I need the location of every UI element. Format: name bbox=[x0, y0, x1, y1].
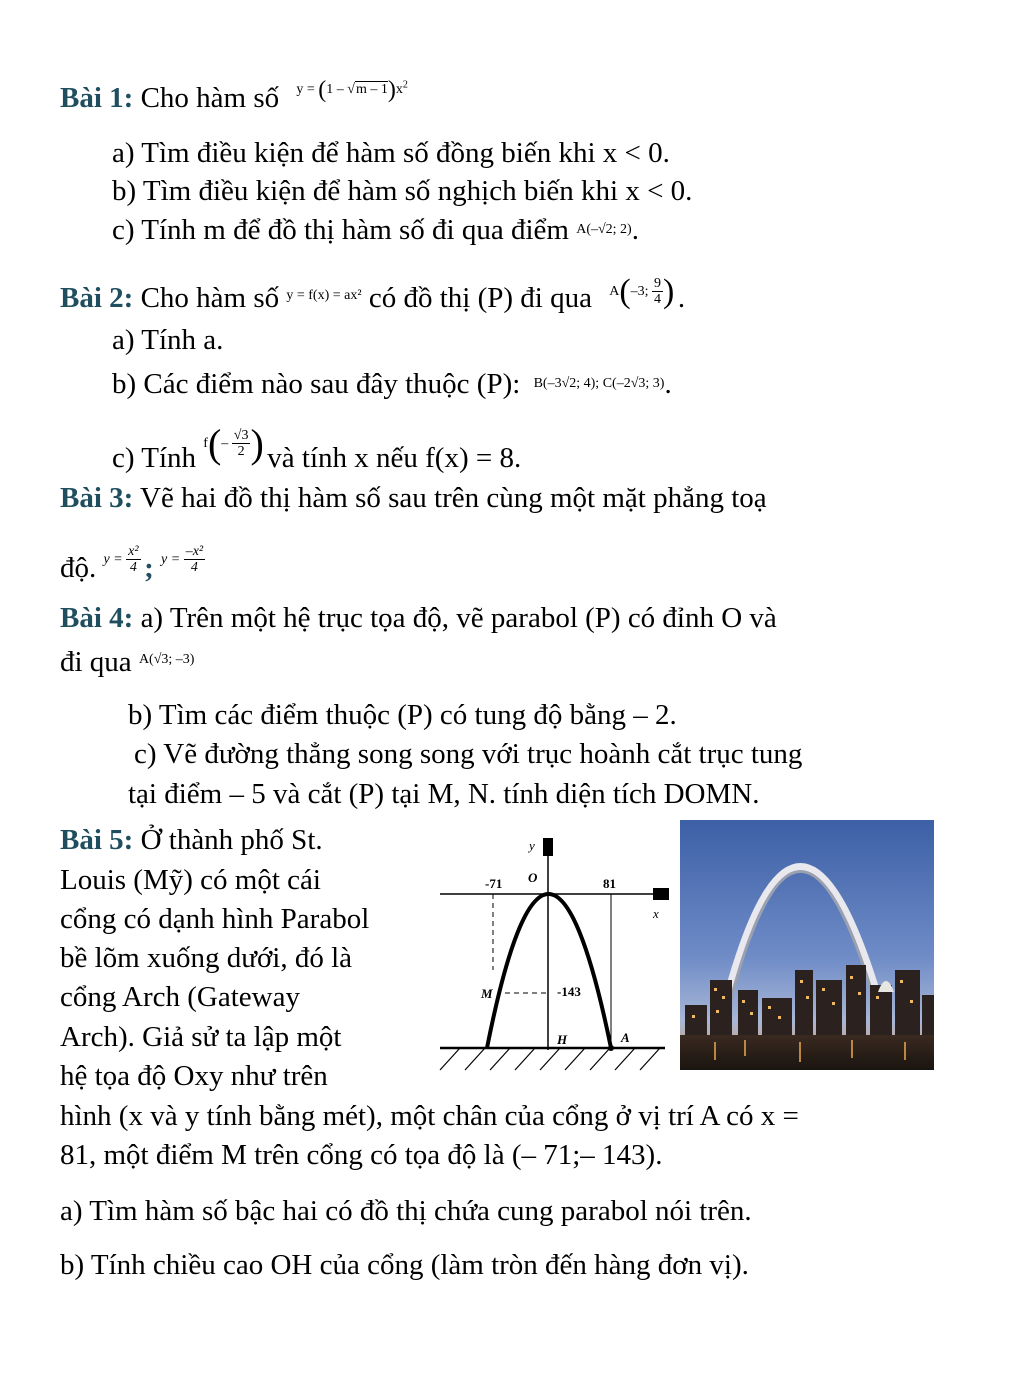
point-h-label: H bbox=[557, 1032, 568, 1047]
bai2-label: Bài 2: bbox=[60, 282, 134, 314]
point-m-label: M bbox=[481, 986, 493, 1001]
bai5-line-7: hệ tọa độ Oxy như trên bbox=[60, 1060, 328, 1092]
bai5-line-8: hình (x và y tính bằng mét), một chân của cổng ở vị trí A có x = bbox=[60, 1100, 799, 1132]
y-axis-label: y bbox=[529, 838, 535, 853]
bai3-formulas-line: độ. $^{y = \frac{\text{x²}}{4}}$ ; $^{y = \frac{\text{–x²}}{4}}$ bbox=[60, 544, 204, 584]
bai3-formula-1: y = x² 4 bbox=[103, 544, 139, 576]
bai5-line-1: Bài 5: Ở thành phố St. bbox=[60, 824, 323, 856]
bai1-heading-line bbox=[60, 76, 408, 122]
bai4-part-b: b) Tìm các điểm thuộc (P) có tung độ bằng – 2. bbox=[128, 699, 677, 731]
bai5-line-6: Arch). Giả sử ta lập một bbox=[60, 1021, 342, 1053]
bai5-part-b: b) Tính chiều cao OH của cổng (làm tròn đến hàng đơn vị). bbox=[60, 1249, 749, 1281]
bai4-part-c-1: c) Vẽ đường thẳng song song với trục hoành cắt trục tung bbox=[134, 738, 803, 770]
bai4-part-c-2: tại điểm – 5 và cắt (P) tại M, N. tính diện tích DOMN. bbox=[128, 778, 760, 810]
bai1-label: Bài 1: bbox=[60, 82, 134, 114]
y-axis-arrow bbox=[543, 838, 553, 856]
bai3-label: Bài 3: bbox=[60, 482, 134, 514]
arch-parabola-diagram bbox=[425, 830, 680, 1080]
bai1-part-c: c) Tính m để đồ thị hàm số đi qua điểm $^{A(-√2; 2)}$. bbox=[112, 214, 639, 246]
ground-hatching bbox=[440, 1048, 660, 1070]
bai2-heading-line: Bài 2: Cho hàm số $^{y = f(x) = ax^2}$ có đồ thị (P) đi qua $^{A(-3; \frac{9}{4} )}$ . bbox=[60, 272, 686, 314]
bai2-part-a: a) Tính a. bbox=[112, 324, 224, 356]
bai2-f-value: f(– √3 2 ) bbox=[203, 420, 264, 466]
bai5-line-9: 81, một điểm M trên cổng có tọa độ là (– 71;– 143). bbox=[60, 1139, 663, 1171]
bai2-part-c: c) Tính $^{f(- \frac{√3}{2} )}$ và tính x nếu f(x) = 8. bbox=[112, 420, 522, 474]
bai3-formula-2: y = –x² 4 bbox=[161, 544, 204, 576]
bai5-line-5: cổng Arch (Gateway bbox=[60, 981, 300, 1013]
label-81: 81 bbox=[603, 876, 616, 891]
x-axis-label: x bbox=[653, 906, 659, 921]
label-neg143: -143 bbox=[557, 984, 581, 999]
bai3-heading-line: Bài 3: Vẽ hai đồ thị hàm số sau trên cùng một mặt phẳng toạ bbox=[60, 482, 767, 514]
bai4-heading-line: Bài 4: a) Trên một hệ trục tọa độ, vẽ parabol (P) có đỉnh O và bbox=[60, 602, 777, 634]
bai4-point-a: A(√3; –3) bbox=[138, 652, 195, 667]
bai5-label: Bài 5: bbox=[60, 824, 134, 856]
bai5-line-4: bề lõm xuống dưới, đó là bbox=[60, 942, 353, 974]
parabola-arch bbox=[487, 894, 611, 1048]
bai1-part-b: b) Tìm điều kiện để hàm số nghịch biến khi x < 0. bbox=[112, 175, 693, 207]
bai2-part-b: b) Các điểm nào sau đây thuộc (P): $^{B(-3√2; 4); C(-2√3; 3)}$. bbox=[112, 368, 672, 400]
bai4-label: Bài 4: bbox=[60, 602, 134, 634]
bai5-line-2: Louis (Mỹ) có một cái bbox=[60, 864, 321, 896]
bai1-formula: y = (1 – √m – 1)x2 bbox=[296, 76, 408, 103]
bai1-part-a: a) Tìm điều kiện để hàm số đồng biến khi x < 0. bbox=[112, 137, 670, 169]
gateway-arch-photo bbox=[680, 820, 934, 1070]
bai1-intro: Cho hàm số bbox=[133, 82, 280, 114]
bai5-line-3: cổng có dạnh hình Parabol bbox=[60, 903, 370, 935]
bai2-point-a: A(–3; 9 4 ) bbox=[609, 272, 675, 310]
label-neg71: -71 bbox=[485, 876, 503, 891]
bai1-point-a: A(–√2; 2) bbox=[576, 222, 632, 237]
x-axis-arrow bbox=[653, 888, 669, 900]
origin-label: O bbox=[528, 870, 538, 885]
bai5-part-a: a) Tìm hàm số bậc hai có đồ thị chứa cung parabol nói trên. bbox=[60, 1195, 752, 1227]
point-a-label: A bbox=[621, 1030, 630, 1045]
bai4-line-2: đi qua $^{A(√3; -3)}$ bbox=[60, 646, 195, 678]
bai2-points-bc: B(–3√2; 4); C(–2√3; 3) bbox=[533, 376, 665, 391]
bai2-function: y = f(x) = ax² bbox=[286, 288, 362, 303]
